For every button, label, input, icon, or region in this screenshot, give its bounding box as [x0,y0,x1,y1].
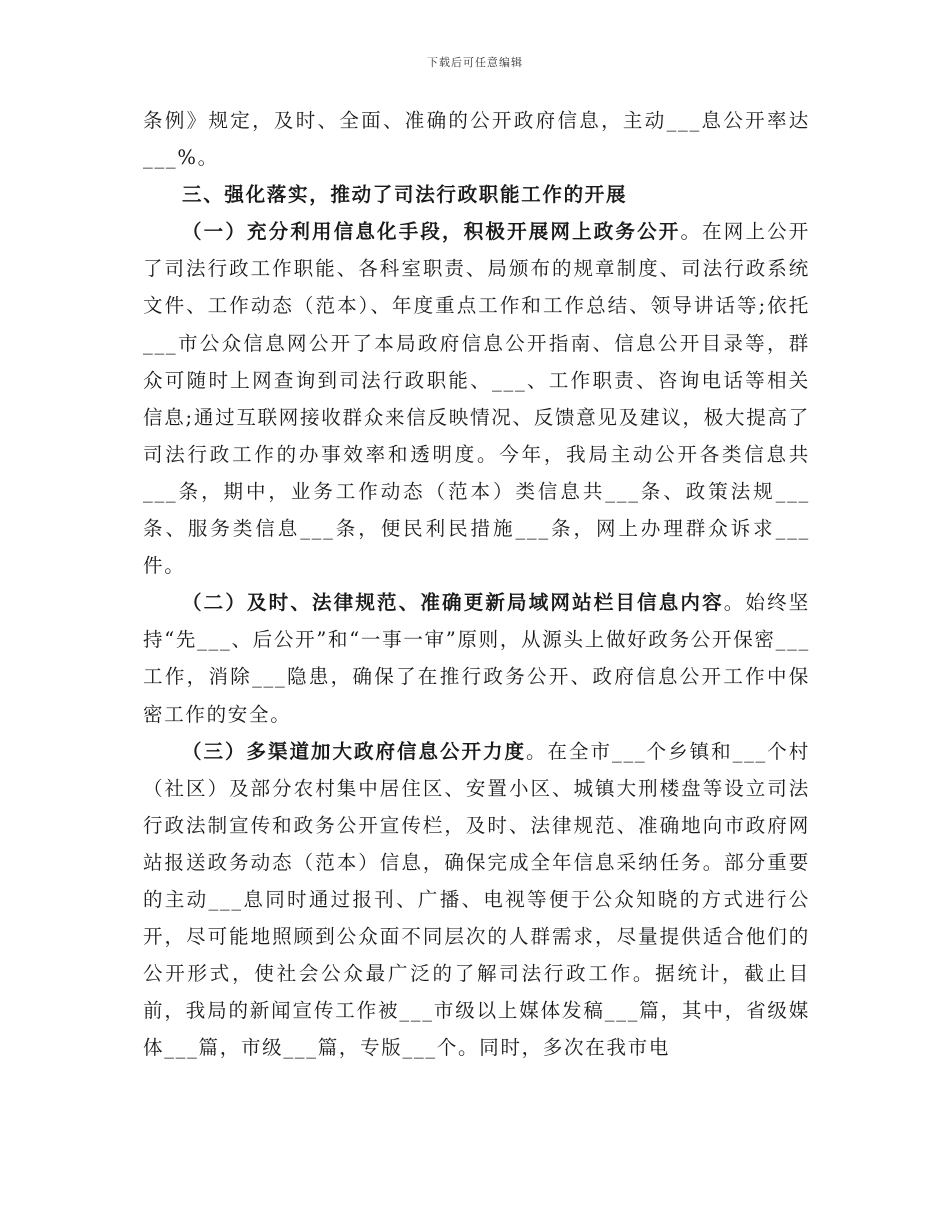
paragraph-1-body: 。在网上公开了司法行政工作职能、各科室职责、局颁布的规章制度、司法行政系统文件、工作动态（范本）、年度重点工作和工作总结、领导讲话等;依托___市公众信息网公开了本局政府信息公开指南、信息公开目录等，群众可随时上网查询到司法行政职能、___、工作职责、咨询电话等相关信息;通过互联网接收群众来信反映情况、反馈意见及建议，极大提高了司法行政工作的办事效率和透明度。今年，我局主动公开各类信息共___条，期中，业务工作动态（范本）类信息共___条、政策法规___条、服务类信息___条，便民利民措施___条，网上办理群众诉求___件。 [143,220,810,578]
section-heading: 三、强化落实，推动了司法行政职能工作的开展 [182,183,628,207]
paragraph-1 [143,213,810,584]
page-header: 下载后可任意编辑 [427,56,523,69]
paragraph-3-lead: （三）多渠道加大政府信息公开力度 [182,739,526,763]
paragraph-2-body: 。始终坚持“先___、后公开”和“一事一审”原则，从源头上做好政务公开保密___工作，消除___隐患，确保了在推行政务公开、政府信息公开工作中保密工作的安全。 [143,591,810,726]
paragraph-3 [143,733,810,1067]
paragraph-2 [143,584,810,732]
document-body [143,102,810,1066]
paragraph-3-body: 。在全市___个乡镇和___个村（社区）及部分农村集中居住区、安置小区、城镇大刑楼盘等设立司法行政法制宣传和政务公开宣传栏，及时、法律规范、准确地向市政府网站报送政务动态（范本）信息，确保完成全年信息采纳任务。部分重要的主动___息同时通过报刊、广播、电视等便于公众知晓的方式进行公开，尽可能地照顾到公众面不同层次的人群需求，尽量提供适合他们的公开形式，使社会公众最广泛的了解司法行政工作。据统计，截止目前，我局的新闻宣传工作被___市级以上媒体发稿___篇，其中，省级媒体___篇，市级___篇，专版___个。同时，多次在我市电 [143,739,810,1060]
paragraph-1-lead: （一）充分利用信息化手段，积极开展网上政务公开 [182,220,681,244]
paragraph-2-lead: （二）及时、法律规范、准确更新局域网站栏目信息内容 [182,591,724,615]
paragraph-continuation: 条例》规定，及时、全面、准确的公开政府信息，主动___息公开率达___%。 [143,109,810,170]
